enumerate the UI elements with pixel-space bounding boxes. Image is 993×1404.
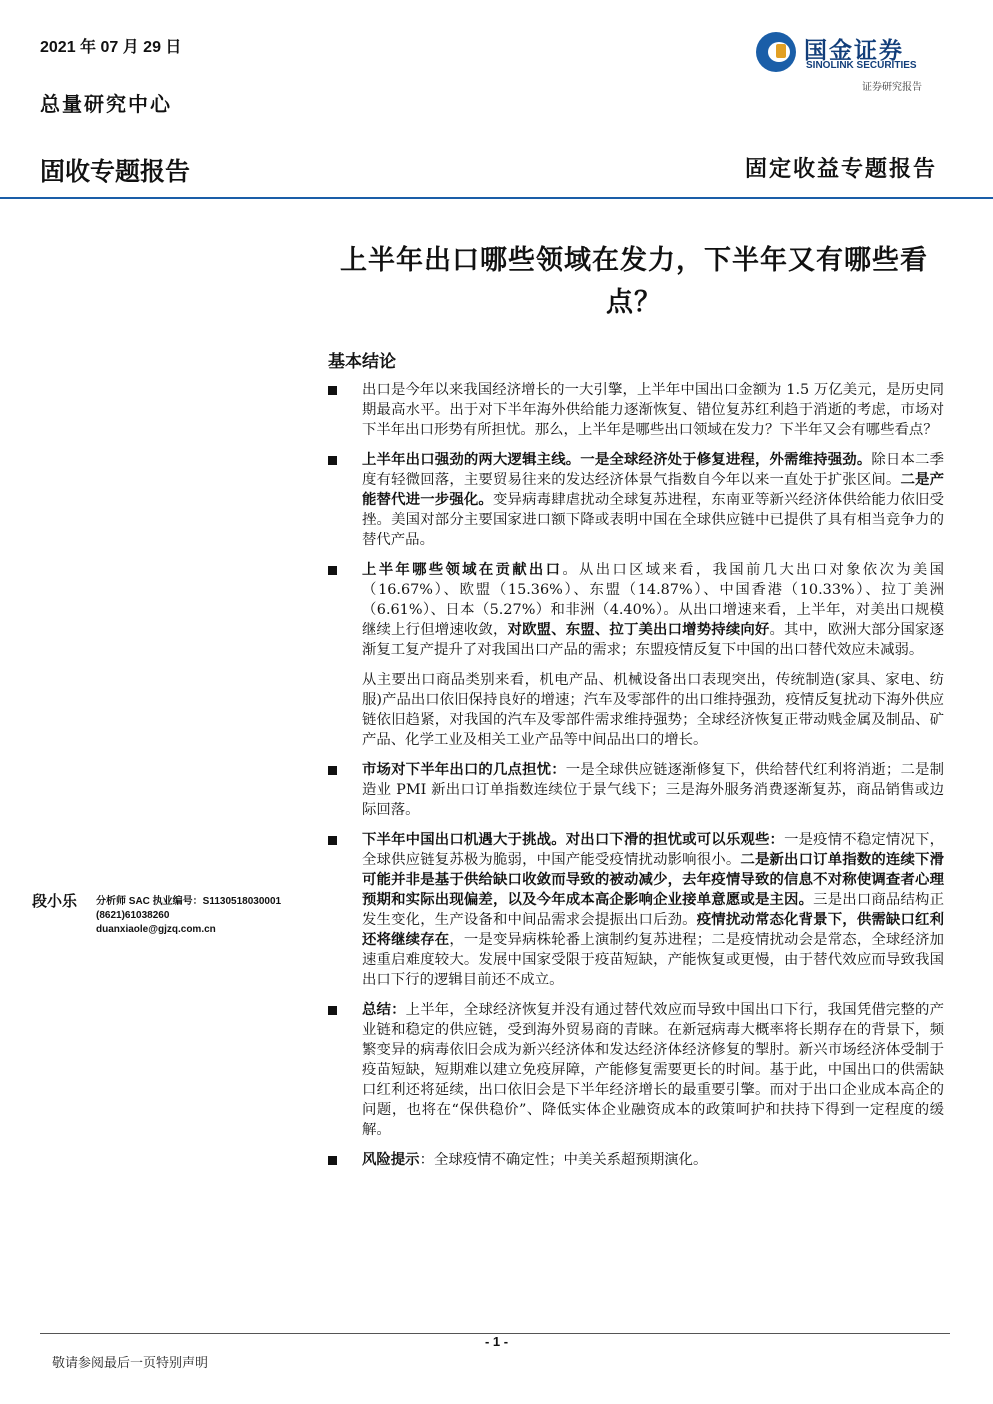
company-logo xyxy=(756,30,946,76)
body-text: 上半年，全球经济恢复并没有通过替代效应而导致中国出口下行，我国凭借完整的产业链和稳定的供应链，受到海外贸易商的青睐。在新冠病毒大概率将长期存在的背景下，频繁变异的病毒依旧会成为新兴经济体和发达经济体经济修复的掣肘。新兴市场经济体受制于疫苗短缺，短期难以建立免疫屏障，产能修复需要更长的时间。基于此，中国出口的供需缺口红利还将延续，出口依旧会是下半年经济增长的最重要引擎。而对于出口企业成本高企的问题，也将在“保供稳价”、降低实体企业融资成本的政策呵护和扶持下得到一定程度的缓解。 xyxy=(362,1002,944,1138)
body-text: 出口是今年以来我国经济增长的一大引擎，上半年中国出口金额为 1.5 万亿美元，是历史同期最高水平。出于对下半年海外供给能力逐渐恢复、错位复苏红利趋于消逝的考虑，市场对下半年出口形势有所担忧。那么，上半年是哪些出口领域在发力？下半年又会有哪些看点？ xyxy=(362,382,944,438)
report-type-left: 固收专题报告 xyxy=(40,158,191,186)
conclusion-list xyxy=(328,380,944,1180)
conclusion-item xyxy=(328,760,944,820)
bullet-square-icon xyxy=(328,456,337,465)
body-text: 除日本二季度有轻微回落，主要贸易往来的发达经济体景气指数自今年以来一直处于扩张区间。 xyxy=(362,452,944,488)
body-text: 。从出口区域来看，我国前几大出口对象依次为美国（16.67%）、欧盟（15.36%）、东盟（14.87%）、中国香港（10.33%）、拉丁美洲（6.61%）、日本（5.27%）和非洲（4.40%）。从出口增速来看，上半年，对美出口规模继续上行但增速收敛， xyxy=(362,562,944,638)
conclusion-item xyxy=(328,830,944,990)
bullet-square-icon xyxy=(328,766,337,775)
bold-text: 对欧盟、东盟、拉丁美出口增势持续向好 xyxy=(507,621,770,638)
body-text: 三是出口商品结构正发生变化，生产设备和中间品需求会提振出口后劲。 xyxy=(362,892,944,928)
body-text: 。其中，欧洲大部分国家逐渐复工复产提升了对我国出口产品的需求；东盟疫情反复下中国的出口替代效应未减弱。 xyxy=(362,622,944,658)
bullet-square-icon xyxy=(328,1156,337,1165)
report-date: 2021 年 07 月 29 日 xyxy=(40,39,182,56)
conclusion-item xyxy=(328,1150,944,1170)
conclusion-item xyxy=(328,380,944,440)
conclusion-item xyxy=(328,450,944,550)
analyst-license: 分析师 SAC 执业编号：S1130518030001 xyxy=(96,896,282,907)
conclusion-text xyxy=(362,830,944,990)
analyst-phone: (8621)61038260 xyxy=(96,910,170,921)
bold-text: 总结： xyxy=(362,1001,406,1018)
bold-text: 二是产能替代进一步强化。 xyxy=(362,471,944,508)
bold-text: 市场对下半年出口的几点担忧： xyxy=(362,761,566,778)
report-title: 上半年出口哪些领域在发力，下半年又有哪些看点？ xyxy=(340,245,928,318)
bold-text: 二是新出口订单指数的连续下滑可能并非是基于供给缺口收敛而导致的被动减少，去年疫情导致的信息不对称使调查者心理预期和实际出现偏差，以及今年成本高企影响企业接单意愿或是主因。 xyxy=(362,851,944,908)
body-text: ：全球疫情不确定性；中美关系超预期演化。 xyxy=(419,1152,708,1168)
bold-text: 风险提示 xyxy=(362,1151,420,1168)
page-number: - 1 - xyxy=(484,1334,509,1349)
conclusion-item xyxy=(328,1000,944,1140)
logo-cn: 国金证券 xyxy=(804,37,904,63)
section-title: 基本结论 xyxy=(328,352,396,372)
bullet-square-icon xyxy=(328,386,337,395)
bullet-square-icon xyxy=(328,566,337,575)
conclusion-text xyxy=(362,1150,944,1170)
analyst-email[interactable]: duanxiaole@gjzq.com.cn xyxy=(96,924,216,935)
bold-text: 下半年中国出口机遇大于挑战。对出口下滑的担忧或可以乐观些： xyxy=(362,831,785,848)
header-divider xyxy=(0,197,993,199)
logo-en: SINOLINK SECURITIES xyxy=(806,60,917,71)
conclusion-text xyxy=(362,450,944,550)
bullet-square-icon xyxy=(328,836,337,845)
bullet-square-icon xyxy=(328,1006,337,1015)
conclusion-text xyxy=(362,560,944,660)
body-text: ，一是变异病株轮番上演制约复苏进程；二是疫情扰动会是常态，全球经济加速重启难度较大。发展中国家受限于疫苗短缺，产能恢复或更慢，由于替代效应而导致我国出口下行的逻辑目前还不成立。 xyxy=(362,932,944,988)
body-text: 一是全球供应链逐渐修复下，供给替代红利将消逝；二是制造业 PMI 新出口订单指数连续位于景气线下；三是海外服务消费逐渐复苏，商品销售或边际回落。 xyxy=(362,762,944,818)
conclusion-text xyxy=(362,380,944,440)
bold-text: 疫情扰动常态化背景下，供需缺口红利还将继续存在 xyxy=(362,911,944,948)
research-center: 总量研究中心 xyxy=(40,92,172,116)
conclusion-text xyxy=(362,760,944,820)
body-text: 变异病毒肆虐扰动全球复苏进程，东南亚等新兴经济体供给能力依旧受挫。美国对部分主要国家进口额下降或表明中国在全球供应链中已提供了具有相当竞争力的替代产品。 xyxy=(362,492,944,548)
body-text: 一是疫情不稳定情况下，全球供应链复苏极为脆弱，中国产能受疫情扰动影响很小。 xyxy=(362,832,944,868)
report-type-right: 固定收益专题报告 xyxy=(744,156,937,182)
conclusion-text-cont: 从主要出口商品类别来看，机电产品、机械设备出口表现突出，传统制造(家具、家电、纺服)产品出口依旧保持良好的增速；汽车及零部件的出口维持强劲，疫情反复扰动下海外供应链依旧趋紧，对我国的汽车及零部件需求维持强势；全球经济恢复正带动贱金属及制品、矿产品、化学工业及相关工业产品等中间品出口的增长。 xyxy=(362,672,944,748)
footer-disclaimer: 敬请参阅最后一页特别声明 xyxy=(52,1356,209,1371)
bold-text: 上半年出口强劲的两大逻辑主线。一是全球经济处于修复进程，外需维持强劲。 xyxy=(362,451,872,468)
conclusion-text xyxy=(362,1000,944,1140)
analyst-name: 段小乐 xyxy=(32,892,78,910)
conclusion-item xyxy=(328,560,944,750)
bold-text: 上半年哪些领域在贡献出口 xyxy=(362,561,563,578)
logo-subtitle: 证券研究报告 xyxy=(862,82,922,93)
